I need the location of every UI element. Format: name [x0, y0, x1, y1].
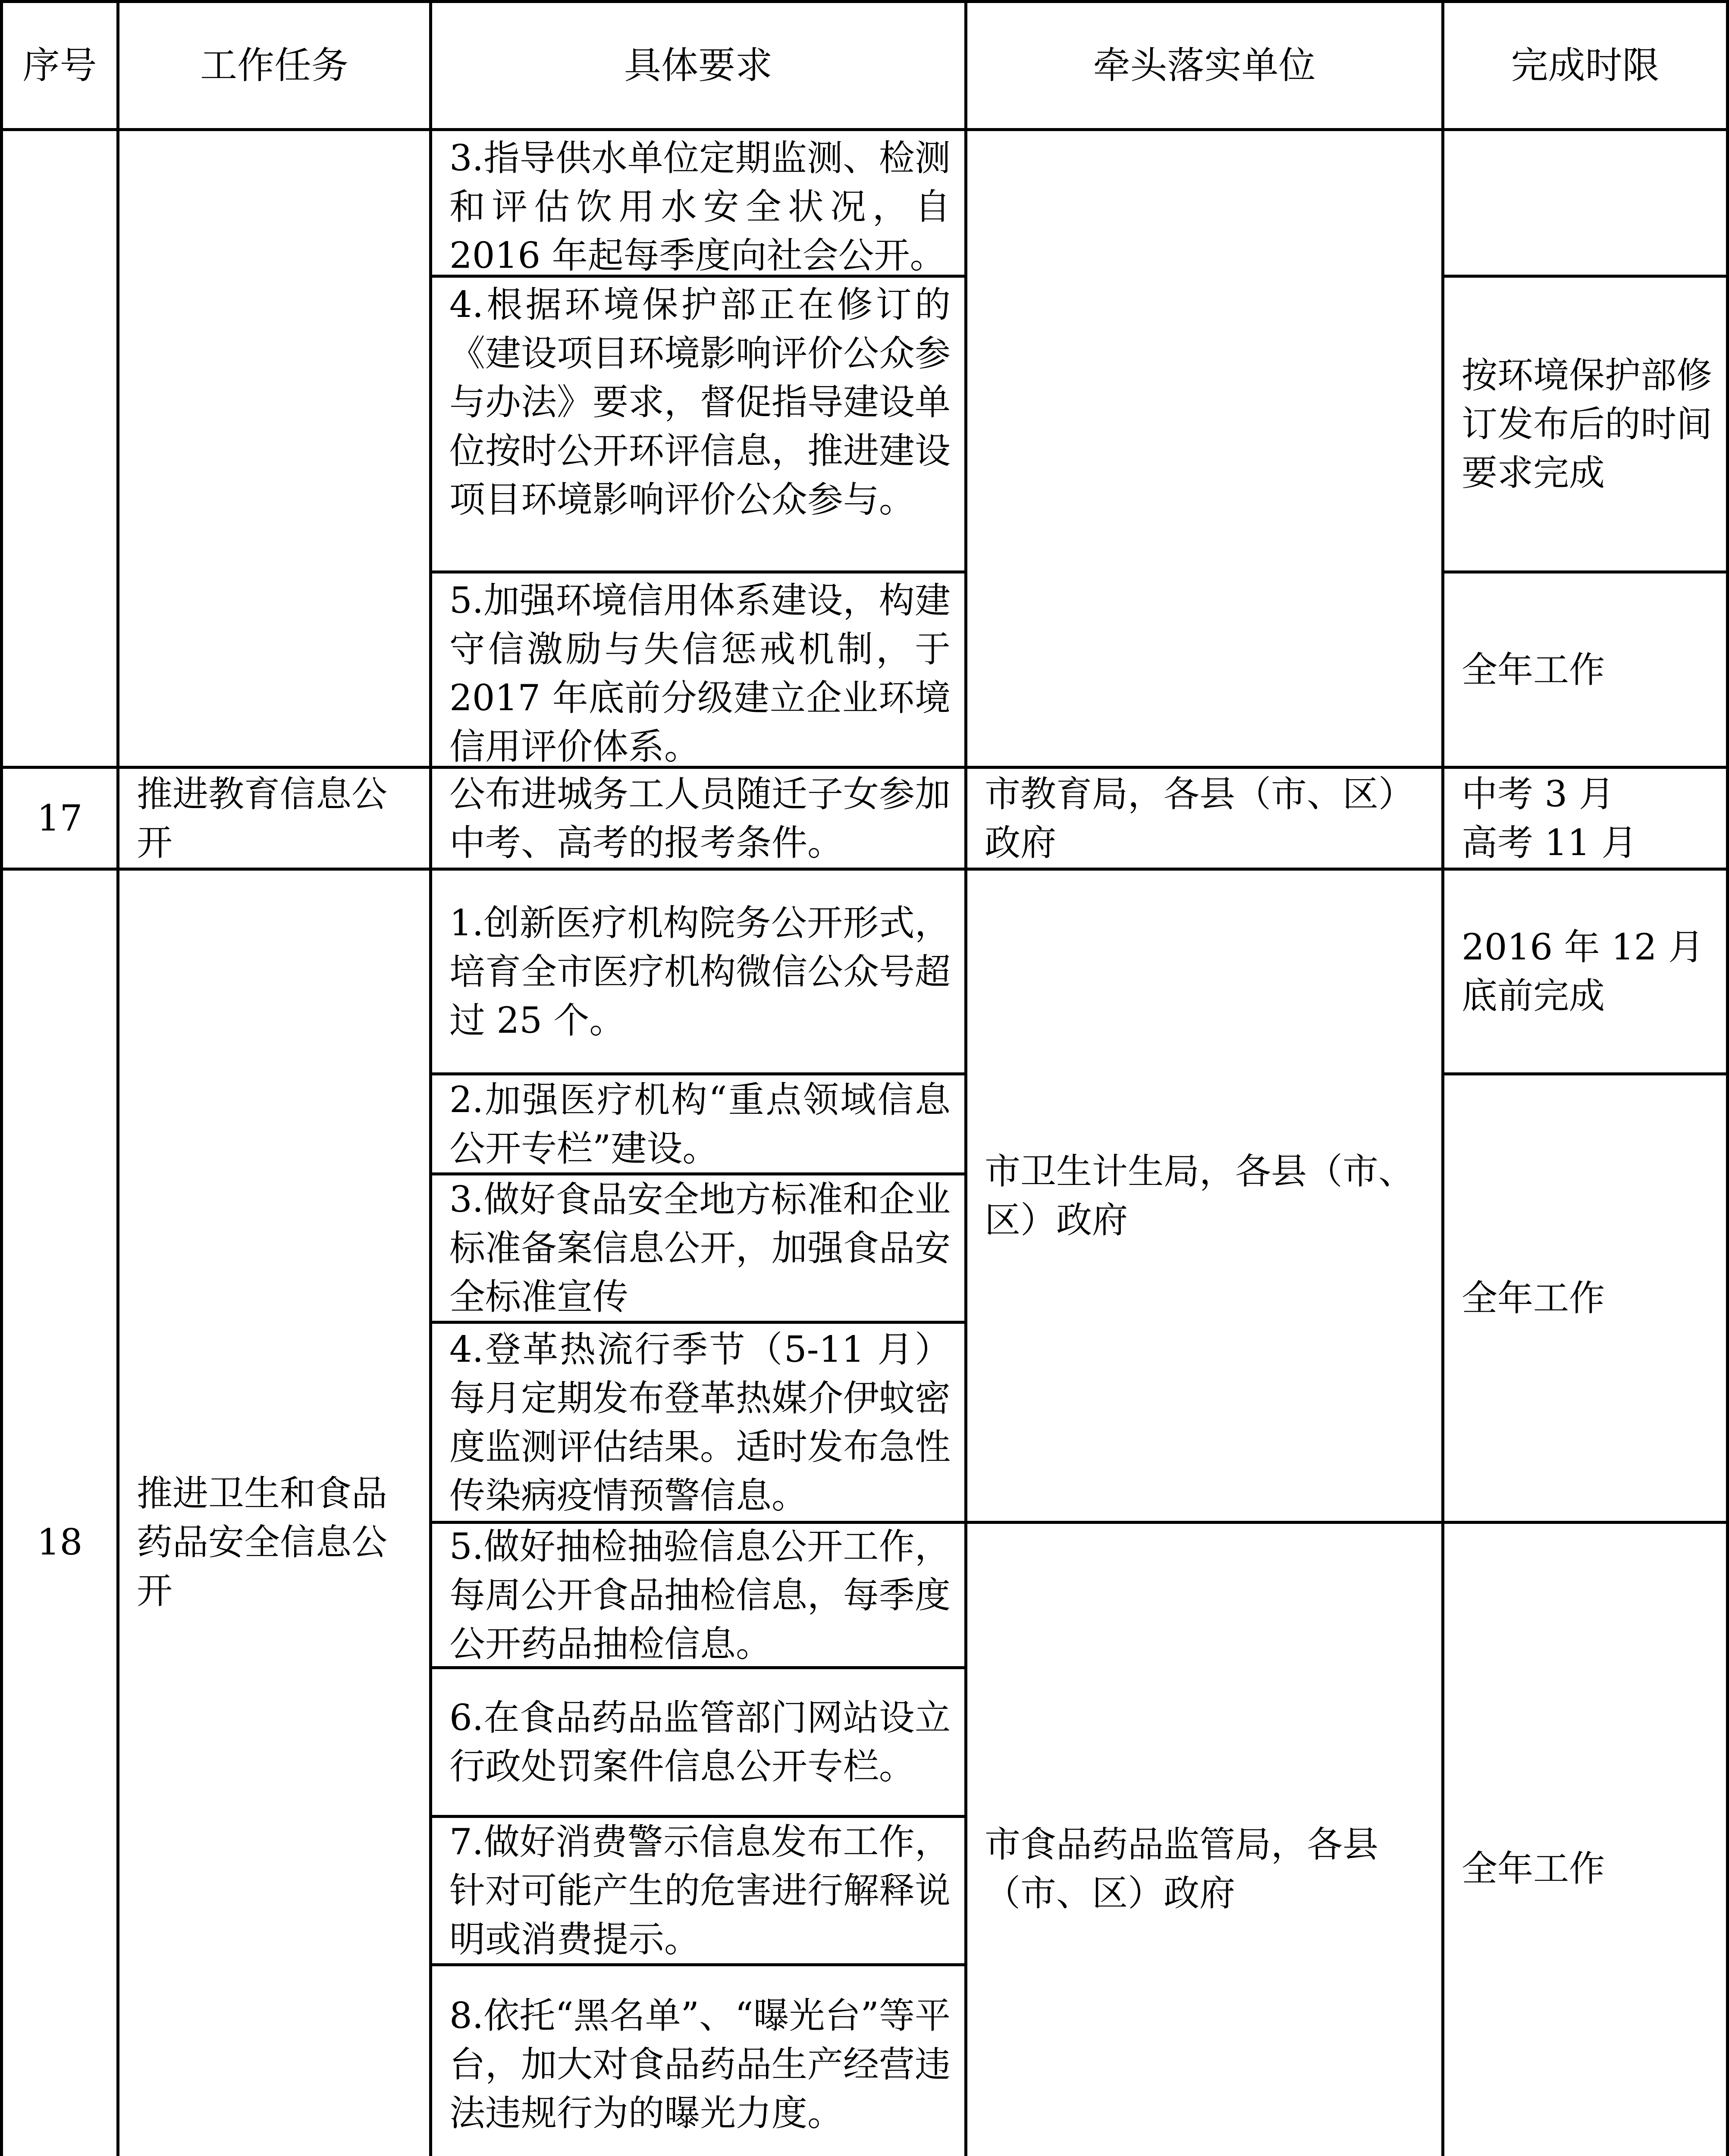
header-cell-number: 序号	[22, 44, 97, 87]
rule-top	[0, 0, 1729, 3]
row-17-deadline-exam-2: 高考 11 月	[1462, 821, 1638, 864]
rule-r18-deadline1-bottom	[1443, 1072, 1729, 1075]
requirement-3: 3.指导供水单位定期监测、检测和评估饮用水安全状况，自2016 年起每季度向社会公开。	[449, 137, 951, 276]
row-18-deadline-3: 全年工作	[1462, 1848, 1605, 1890]
rule-r18-req3-bottom	[431, 1321, 965, 1324]
rule-col2	[429, 0, 432, 2156]
header-cell-unit: 牵头落实单位	[1093, 44, 1316, 87]
requirement-5: 5.加强环境信用体系建设，构建守信激励与失信惩戒机制，于 2017 年底前分级建立企业环境信用评价体系。	[449, 580, 951, 768]
rule-r18-req7-bottom	[431, 1963, 965, 1966]
row-17-deadline-exam-1: 中考 3 月	[1462, 773, 1615, 815]
row-17-task: 推进教育信息公开	[137, 773, 387, 864]
row-17-deadline	[1444, 769, 1726, 868]
row-18-task: 推进卫生和食品药品安全信息公开	[137, 1472, 387, 1612]
rule-right	[1726, 0, 1729, 2156]
header-cell-deadline: 完成时限	[1511, 44, 1660, 87]
rule-row17-bottom	[0, 868, 1729, 871]
rule-left	[0, 0, 3, 2156]
rule-req4-bottom-deadline	[1443, 570, 1729, 573]
row-18-number: 18	[37, 1521, 83, 1563]
row-18-unit-food: 市食品药品监管局，各县（市、区）政府	[985, 1823, 1378, 1914]
deadline-req4: 按环境保护部修订发布后的时间要求完成	[1462, 354, 1712, 494]
rule-col3	[964, 0, 967, 2156]
row-18-requirement-7: 7.做好消费警示信息发布工作，针对可能产生的危害进行解释说明或消费提示。	[449, 1821, 951, 1960]
rule-req4-bottom	[431, 570, 965, 573]
row-18-deadline-1: 2016 年 12 月底前完成	[1462, 926, 1704, 1017]
rule-col4	[1441, 0, 1444, 2156]
row-18-requirement-6: 6.在食品药品监管部门网站设立行政处罚案件信息公开专栏。	[449, 1697, 951, 1787]
rule-row16-bottom	[0, 766, 1729, 769]
requirement-4: 4.根据环境保护部正在修订的《建设项目环境影响评价公众参与办法》要求，督促指导建设单位按时公开环评信息，推进建设项目环境影响评价公众参与。	[449, 284, 951, 520]
row-18-requirement-3: 3.做好食品安全地方标准和企业标准备案信息公开，加强食品安全标准宣传	[449, 1178, 951, 1318]
row-18-requirement-8: 8.依托“黑名单”、“曝光台”等平台，加大对食品药品生产经营违法违规行为的曝光力度。	[449, 1994, 951, 2134]
rule-req3-bottom-deadline	[1443, 275, 1729, 278]
row-18-requirement-5: 5.做好抽检抽验信息公开工作，每周公开食品抽检信息，每季度公开药品抽检信息。	[449, 1525, 951, 1665]
rule-col1	[116, 0, 119, 2156]
row-17-requirement: 公布进城务工人员随迁子女参加中考、高考的报考条件。	[449, 773, 951, 864]
row-18-deadline-2: 全年工作	[1462, 1277, 1605, 1319]
rule-header-bottom	[0, 128, 1729, 131]
row-18-requirement-2: 2.加强医疗机构“重点领域信息公开专栏”建设。	[449, 1078, 951, 1169]
deadline-req5: 全年工作	[1462, 649, 1605, 691]
header-cell-requirement: 具体要求	[624, 44, 772, 87]
row-17-number: 17	[37, 797, 83, 839]
row-17-unit: 市教育局，各县（市、区）政府	[985, 773, 1414, 864]
row-18-requirement-4: 4.登革热流行季节（5-11 月）每月定期发布登革热媒介伊蚊密度监测评估结果。适时发布急性传染病疫情预警信息。	[449, 1328, 951, 1517]
header-cell-task: 工作任务	[200, 44, 348, 87]
row-18-requirement-1: 1.创新医疗机构院务公开形式，培育全市医疗机构微信公众号超过 25 个。	[449, 902, 951, 1041]
row-18-unit-health: 市卫生计生局，各县（市、区）政府	[985, 1150, 1414, 1241]
